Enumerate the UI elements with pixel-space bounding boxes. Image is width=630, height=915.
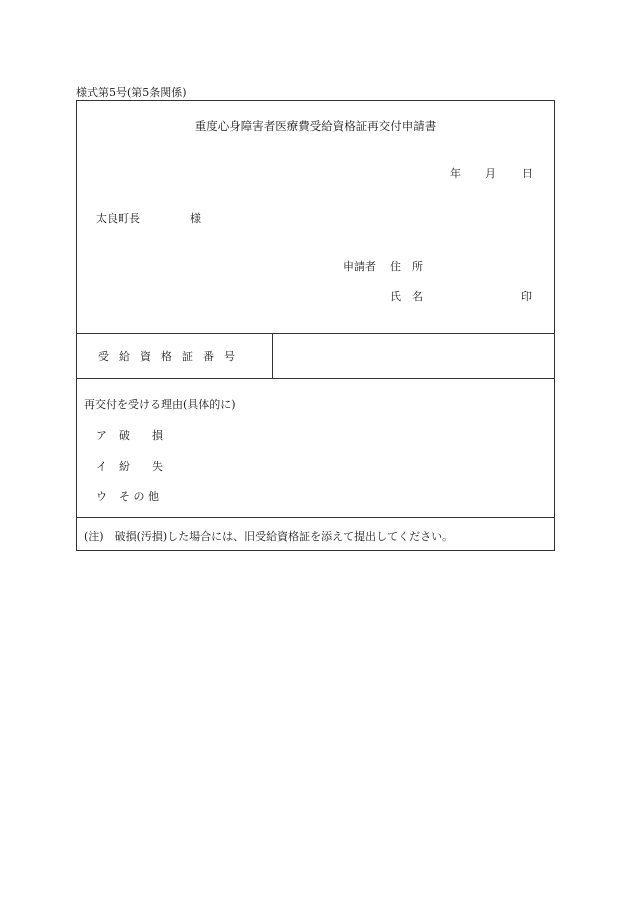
document-title: 重度心身障害者医療費受給資格証再交付申請書 (194, 119, 437, 133)
certificate-number-label-cell (77, 333, 273, 378)
date-month-label: 月 (485, 167, 496, 180)
reason-item-loss: 紛 失 (119, 460, 163, 473)
name-label: 氏 名 (390, 290, 423, 303)
note-section (77, 518, 554, 550)
addressee-honorific: 様 (190, 212, 201, 225)
reason-letter-u: ウ (96, 490, 107, 503)
address-label: 住 所 (390, 260, 423, 273)
form-number-label: 様式第5号(第5条関係) (76, 86, 187, 99)
addressee-name: 太良町長 (96, 212, 140, 225)
certificate-number-row (77, 333, 554, 379)
header-section (77, 101, 554, 334)
date-day-label: 日 (522, 167, 533, 180)
seal-mark: 印 (521, 290, 532, 303)
applicant-label: 申請者 (343, 260, 376, 273)
reason-section (77, 379, 554, 518)
date-year-label: 年 (450, 167, 461, 180)
reason-heading: 再交付を受ける理由(具体的に) (84, 398, 236, 411)
reason-letter-a: ア (96, 429, 107, 442)
certificate-number-label: 受給資格証番号 (98, 350, 245, 363)
reason-letter-i: イ (96, 460, 107, 473)
certificate-number-field[interactable] (273, 333, 554, 378)
note-text: (注) 破損(汚損)した場合には、旧受給資格証を添えて提出してください。 (84, 530, 454, 543)
application-form (76, 100, 555, 551)
reason-item-damage: 破 損 (119, 429, 163, 442)
reason-item-other: そ の 他 (119, 490, 159, 503)
